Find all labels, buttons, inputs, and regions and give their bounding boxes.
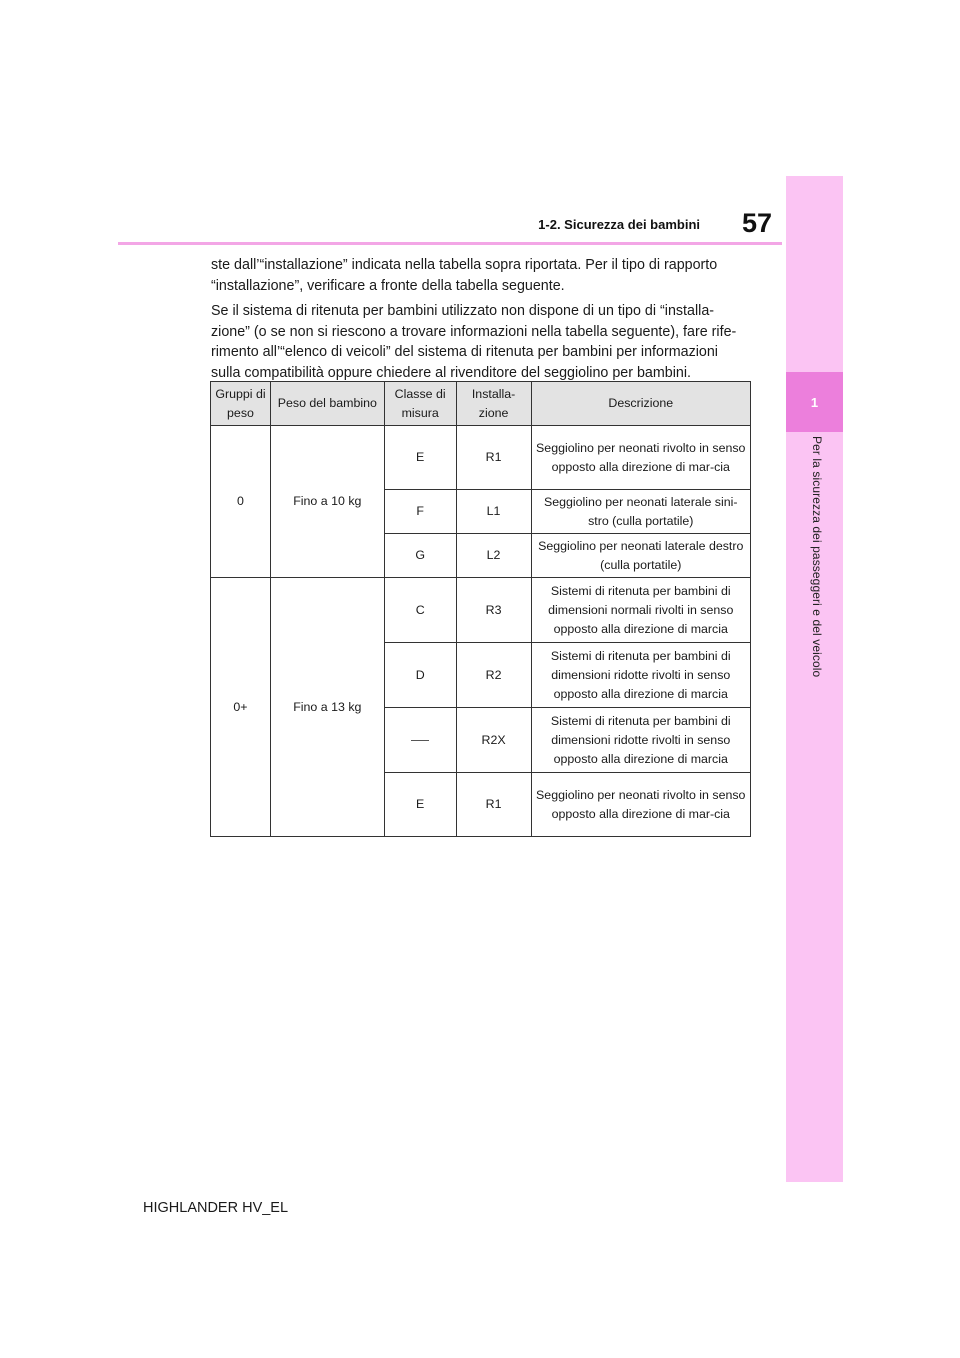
group-cell: 0+ xyxy=(211,578,271,837)
installation-cell: R1 xyxy=(456,426,531,490)
footer-model-name: HIGHLANDER HV_EL xyxy=(143,1200,289,1216)
chapter-title-vertical: Per la sicurezza dei passeggeri e del veicolo xyxy=(810,436,824,678)
description-cell: Sistemi di ritenuta per bambini di dimensioni normali rivolti in senso opposto alla direzione di marcia xyxy=(531,578,750,643)
table-row xyxy=(211,426,751,490)
description-cell: Sistemi di ritenuta per bambini di dimensioni ridotte rivolti in senso opposto alla direzione di marcia xyxy=(531,643,750,708)
section-title: 1-2. Sicurezza dei bambini xyxy=(538,217,700,232)
weight-groups-table xyxy=(210,381,751,837)
size-class-cell: G xyxy=(384,534,456,578)
installation-cell: R1 xyxy=(456,773,531,837)
dash-mark xyxy=(411,740,429,741)
size-class-cell: D xyxy=(384,643,456,708)
installation-cell: R2X xyxy=(456,708,531,773)
description-cell: Seggiolino per neonati rivolto in senso opposto alla direzione di mar-cia xyxy=(531,773,750,837)
paragraph: Se il sistema di ritenuta per bambini utilizzato non dispone di un tipo di “installa-zione” (o se non si riescono a trovare informazioni nella tabella seguente), fare rife-rimento all’“elenco di veicoli” del sistema di ritenuta per bambini per informazioni sulla compatibilità oppure chiedere al rivenditore del seggiolino per bambini. xyxy=(211,303,737,381)
description-cell: Seggiolino per neonati rivolto in senso opposto alla direzione di mar-cia xyxy=(531,426,750,490)
column-header: Peso del bambino xyxy=(270,382,384,426)
installation-cell: R3 xyxy=(456,578,531,643)
size-class-cell: E xyxy=(384,773,456,837)
installation-cell: R2 xyxy=(456,643,531,708)
description-cell: Seggiolino per neonati laterale destro (culla portatile) xyxy=(531,534,750,578)
table-row xyxy=(211,578,751,643)
chapter-number-badge: 1 xyxy=(786,372,843,432)
description-cell: Seggiolino per neonati laterale sini-stro (culla portatile) xyxy=(531,490,750,534)
paragraph: ste dall’“installazione” indicata nella tabella sopra riportata. Per il tipo di rapporto “installazione”, verificare a fronte della tabella seguente. xyxy=(211,257,718,294)
weight-cell: Fino a 13 kg xyxy=(270,578,384,837)
header-divider xyxy=(118,242,782,245)
column-header: Gruppi di peso xyxy=(211,382,271,426)
weight-cell: Fino a 10 kg xyxy=(270,426,384,578)
installation-cell: L2 xyxy=(456,534,531,578)
column-header: Installa-zione xyxy=(456,382,531,426)
body-text xyxy=(211,255,751,388)
size-class-cell xyxy=(384,708,456,773)
size-class-cell: C xyxy=(384,578,456,643)
column-header: Descrizione xyxy=(531,382,750,426)
column-header: Classe di misura xyxy=(384,382,456,426)
description-cell: Sistemi di ritenuta per bambini di dimensioni ridotte rivolti in senso opposto alla direzione di marcia xyxy=(531,708,750,773)
page-number: 57 xyxy=(741,208,772,238)
installation-cell: L1 xyxy=(456,490,531,534)
size-class-cell: E xyxy=(384,426,456,490)
size-class-cell: F xyxy=(384,490,456,534)
table-header-row xyxy=(211,382,751,426)
group-cell: 0 xyxy=(211,426,271,578)
